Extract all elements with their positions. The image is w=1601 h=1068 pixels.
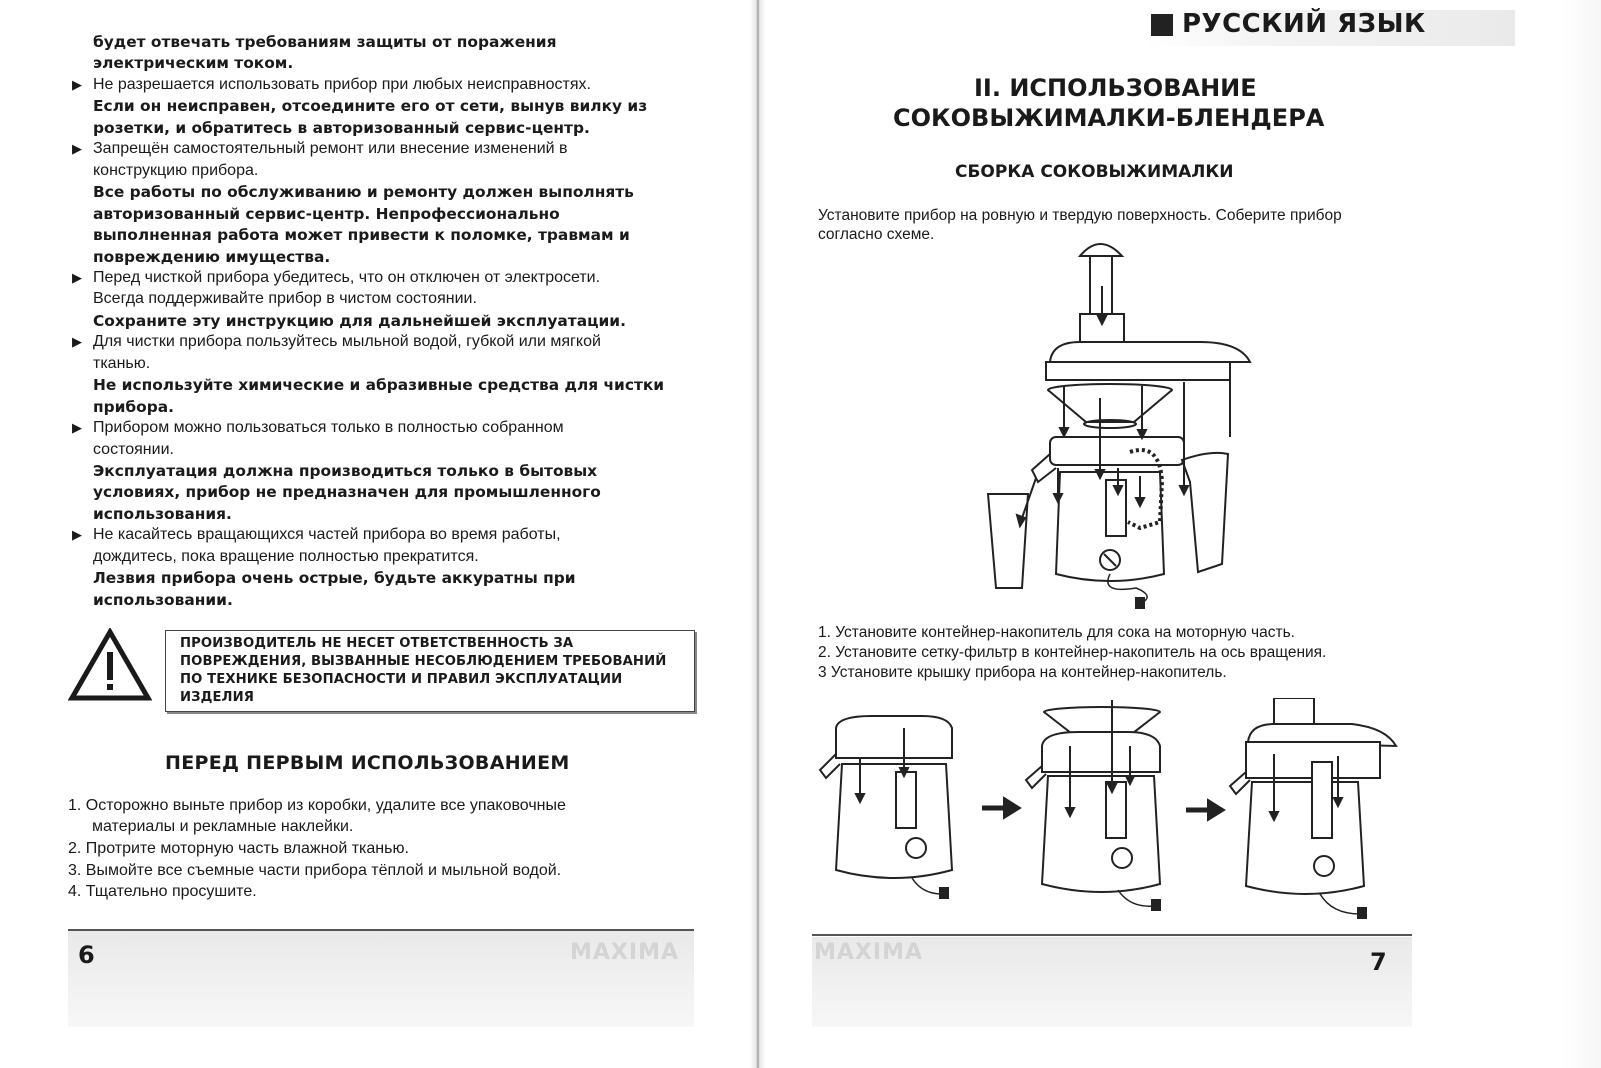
body-line: будет отвечать требованиям защиты от поражения [93, 33, 557, 51]
page-title-line2: СОКОВЫЖИМАЛКИ-БЛЕНДЕРА [893, 104, 1325, 132]
body-line: использовании. [93, 590, 233, 609]
intro-line: Установите прибор на ровную и твердую поверхность. Соберите прибор [818, 207, 1342, 224]
brand-logo: MAXIMA [814, 940, 923, 965]
body-line: состоянии. [93, 440, 174, 458]
body-line: Не разрешается использовать прибор при любых неисправностях. [93, 75, 591, 93]
subtitle: СБОРКА СОКОВЫЖИМАЛКИ [955, 162, 1234, 182]
page-number: 6 [78, 941, 95, 969]
body-line: Все работы по обслуживанию и ремонту должен выполнять [93, 183, 634, 202]
step-3-diagram [1230, 698, 1396, 918]
bullet-arrow-icon: ▶ [72, 527, 82, 543]
body-line: тканью. [93, 354, 151, 372]
body-line: конструкцию прибора. [93, 161, 259, 179]
warning-box [165, 630, 695, 712]
body-line: дождитесь, пока вращение полностью прекратится. [93, 547, 479, 565]
body-line: Если он неисправен, отсоедините его от сети, вынув вилку из [93, 97, 648, 116]
body-line: использования. [93, 504, 232, 523]
step-line: 2. Протрите моторную часть влажной тканью. [68, 840, 409, 857]
body-line: Сохраните эту инструкцию для дальнейшей эксплуатации. [93, 311, 626, 330]
step-line: 4. Тщательно просушите. [68, 883, 257, 900]
warning-line: ПОВРЕЖДЕНИЯ, ВЫЗВАННЫЕ НЕСОБЛЮДЕНИЕМ ТРЕБОВАНИЙ [180, 654, 667, 669]
square-icon [1151, 14, 1173, 36]
warning-triangle-icon [68, 628, 152, 702]
assembly-step: 1. Установите контейнер-накопитель для сока на моторную часть. [818, 624, 1295, 641]
bullet-arrow-icon: ▶ [72, 334, 82, 350]
bullet-arrow-icon: ▶ [72, 269, 82, 285]
step-2-diagram [1026, 707, 1160, 910]
step-1-diagram [820, 716, 952, 898]
body-line: условиях, прибор не предназначен для промышленного [93, 483, 601, 502]
body-line: Прибором можно пользоваться только в полностью собранном [93, 419, 564, 437]
footer-rule [812, 934, 1412, 936]
body-line: авторизованный сервис-центр. Непрофессионально [93, 204, 560, 223]
step-line: материалы и рекламные наклейки. [92, 818, 354, 835]
body-line: Запрещён самостоятельный ремонт или внесение изменений в [93, 140, 568, 158]
body-line: Перед чисткой прибора убедитесь, что он отключен от электросети. [93, 268, 601, 286]
warning-line: ПО ТЕХНИКЕ БЕЗОПАСНОСТИ И ПРАВИЛ ЭКСПЛУАТАЦИИ [180, 672, 623, 687]
body-line: прибора. [93, 397, 175, 416]
page-number: 7 [1370, 948, 1387, 976]
body-line: Для чистки прибора пользуйтесь мыльной водой, губкой или мягкой [93, 333, 601, 351]
body-line: розетки, и обратитесь в авторизованный сервис-центр. [93, 118, 590, 137]
bullet-arrow-icon: ▶ [72, 420, 82, 436]
language-label: РУССКИЙ ЯЗЫК [1182, 9, 1426, 39]
assembly-step: 2. Установите сетку-фильтр в контейнер-накопитель на ось вращения. [818, 644, 1327, 661]
body-line: Всегда поддерживайте прибор в чистом состоянии. [93, 290, 477, 308]
intro-line: согласно схеме. [818, 226, 935, 243]
warning-line: ПРОИЗВОДИТЕЛЬ НЕ НЕСЕТ ОТВЕТСТВЕННОСТЬ ЗА [180, 636, 574, 651]
brand-logo: MAXIMA [570, 940, 679, 965]
assembly-step: 3 Установите крышку прибора на контейнер-накопитель. [818, 664, 1227, 681]
body-line: Не касайтесь вращающихся частей прибора во время работы, [93, 526, 561, 544]
section-title: ПЕРЕД ПЕРВЫМ ИСПОЛЬЗОВАНИЕМ [165, 752, 570, 774]
exploded-assembly-diagram [960, 232, 1260, 617]
step-line: 1. Осторожно выньте прибор из коробки, удалите все упаковочные [68, 797, 566, 814]
warning-line: ИЗДЕЛИЯ [180, 690, 255, 705]
body-line: Эксплуатация должна производиться только в бытовых [93, 462, 598, 480]
body-line: Не используйте химические и абразивные средства для чистки [93, 376, 665, 395]
step-diagrams [812, 698, 1412, 930]
bullet-arrow-icon: ▶ [72, 141, 82, 157]
right-page [760, 0, 1601, 1068]
step-line: 3. Вымойте все съемные части прибора тёплой и мыльной водой. [68, 862, 562, 879]
body-line: выполненная работа может привести к поломке, травмам и [93, 226, 630, 245]
page-title-line1: II. ИСПОЛЬЗОВАНИЕ [974, 74, 1257, 102]
bullet-arrow-icon: ▶ [72, 76, 82, 92]
left-page [0, 0, 760, 1068]
footer-rule [68, 929, 694, 931]
body-line: Лезвия прибора очень острые, будьте аккуратны при [93, 569, 576, 588]
body-line: повреждению имущества. [93, 247, 331, 266]
body-line: электрическим током. [93, 54, 294, 73]
